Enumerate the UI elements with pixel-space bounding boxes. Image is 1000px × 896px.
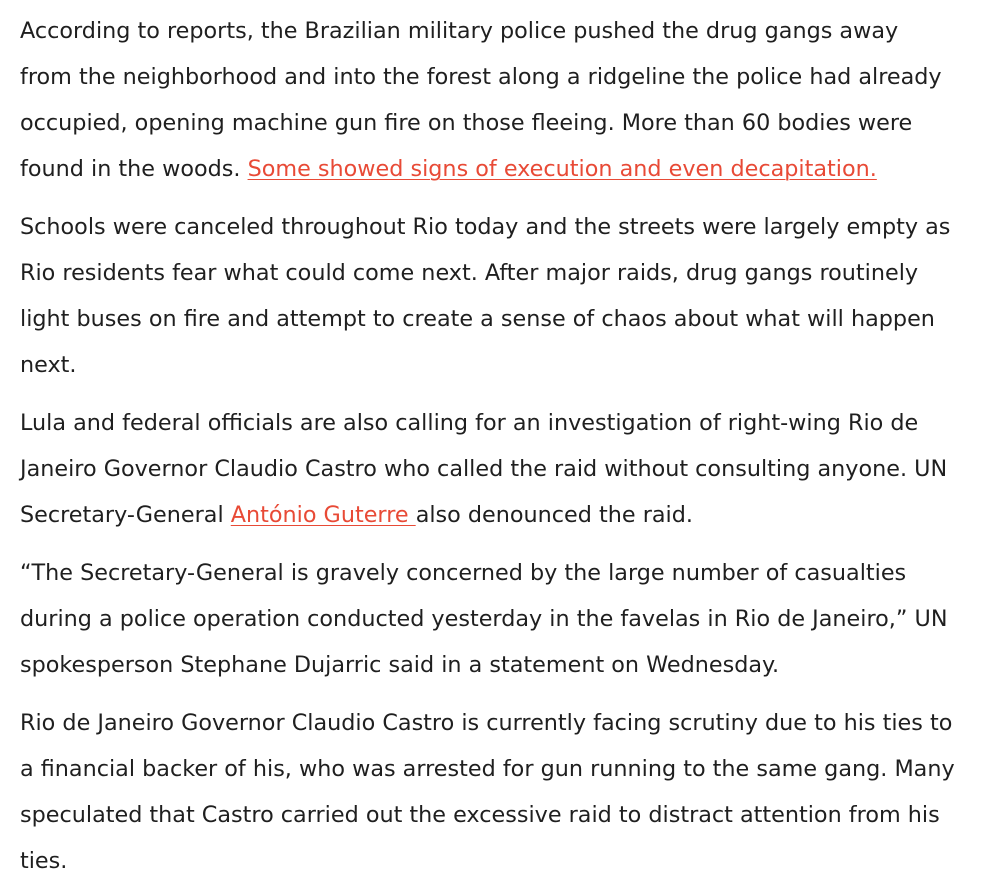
paragraph-text: Rio de Janeiro Governor Claudio Castro is currently facing scrutiny due to his ties to a financial backer of his, who was arrested for gun running to the same gang. Many speculated that Castro carried out the excessive raid to distract attention from his ties.	[20, 710, 955, 874]
paragraph-text-after: also denounced the raid.	[415, 502, 693, 528]
paragraph-text: Schools were canceled throughout Rio today and the streets were largely empty as Rio residents fear what could come next. After major raids, drug gangs routinely light buses on fire and attempt to create a sense of chaos about what will happen next.	[20, 214, 951, 378]
paragraph-text: Lula and federal officials are also calling for an investigation of right-wing Rio de Janeiro Governor Claudio Castro who called the raid without consulting anyone. UN Secretary-General	[20, 410, 948, 528]
execution-signs-link[interactable]: Some showed signs of execution and even decapitation.	[247, 156, 877, 182]
paragraph-schools-canceled	[20, 204, 955, 388]
paragraph-raid-report	[20, 8, 955, 192]
paragraph-text: According to reports, the Brazilian military police pushed the drug gangs away from the neighborhood and into the forest along a ridgeline the police had already occupied, opening machine gun fire on those fleeing. More than 60 bodies were found in the woods.	[20, 18, 942, 182]
paragraph-un-statement	[20, 550, 955, 688]
paragraph-castro-scrutiny	[20, 700, 955, 884]
article-body	[20, 8, 955, 896]
antonio-guterre-link[interactable]: António Guterre	[230, 502, 416, 528]
paragraph-investigation	[20, 400, 955, 538]
paragraph-text: “The Secretary-General is gravely concerned by the large number of casualties during a police operation conducted yesterday in the favelas in Rio de Janeiro,” UN spokesperson Stephane Dujarric said in a statement on Wednesday.	[20, 560, 948, 678]
